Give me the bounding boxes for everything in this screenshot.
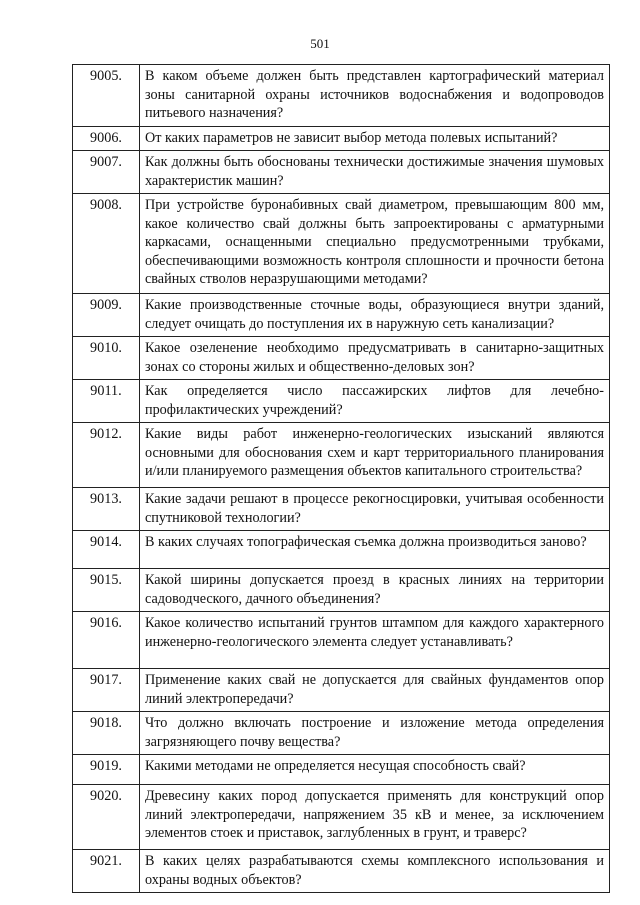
question-text: Древесину каких пород допускается применять для конструкций опор линий электропередачи, напряжением 35 кВ и менее, за исключением элементов стоек и приставок, заглубленных в грунт, и траверс? — [140, 785, 610, 850]
table-row — [73, 380, 610, 423]
table-row — [73, 194, 610, 294]
question-number: 9016. — [73, 612, 140, 669]
question-number: 9007. — [73, 151, 140, 194]
question-text: Какое количество испытаний грунтов штампом для каждого характерного инженерно-геологического элемента следует устанавливать? — [140, 612, 610, 669]
page-number: 501 — [310, 36, 330, 51]
question-number: 9013. — [73, 488, 140, 531]
table-row — [73, 488, 610, 531]
question-text: От каких параметров не зависит выбор метода полевых испытаний? — [140, 126, 610, 151]
table-row — [73, 755, 610, 785]
table-row — [73, 850, 610, 893]
question-number: 9011. — [73, 380, 140, 423]
table-row — [73, 531, 610, 569]
table-row — [73, 337, 610, 380]
table-row — [73, 294, 610, 337]
question-text: Какие задачи решают в процессе рекогносцировки, учитывая особенности спутниковой технологии? — [140, 488, 610, 531]
question-number: 9017. — [73, 669, 140, 712]
question-text: Какими методами не определяется несущая способность свай? — [140, 755, 610, 785]
question-number: 9009. — [73, 294, 140, 337]
table-row — [73, 65, 610, 127]
table-row — [73, 151, 610, 194]
table-row — [73, 669, 610, 712]
question-number: 9005. — [73, 65, 140, 127]
table-row — [73, 569, 610, 612]
question-number: 9012. — [73, 423, 140, 488]
table-row — [73, 126, 610, 151]
question-text: Применение каких свай не допускается для свайных фундаментов опор линий электропередачи? — [140, 669, 610, 712]
table-row — [73, 785, 610, 850]
question-text: В каких целях разрабатываются схемы комплексного использования и охраны водных объектов? — [140, 850, 610, 893]
question-text: Какие производственные сточные воды, образующиеся внутри зданий, следует очищать до поступления их в наружную сеть канализации? — [140, 294, 610, 337]
table-row — [73, 423, 610, 488]
question-number: 9014. — [73, 531, 140, 569]
question-text: Какое озеленение необходимо предусматривать в санитарно-защитных зонах со стороны жилых и общественно-деловых зон? — [140, 337, 610, 380]
question-number: 9008. — [73, 194, 140, 294]
question-number: 9006. — [73, 126, 140, 151]
question-number: 9010. — [73, 337, 140, 380]
table-row — [73, 612, 610, 669]
question-number: 9020. — [73, 785, 140, 850]
question-text: При устройстве буронабивных свай диаметром, превышающим 800 мм, какое количество свай должны быть запроектированы с арматурными каркасами, оснащенными специально предусмотренными трубками, обеспечивающими возможность контроля сплошности и прочности бетона свайных стволов неразрушающими методами? — [140, 194, 610, 294]
question-number: 9019. — [73, 755, 140, 785]
question-text: Как определяется число пассажирских лифтов для лечебно-профилактических учреждений? — [140, 380, 610, 423]
question-number: 9018. — [73, 712, 140, 755]
question-text: Как должны быть обоснованы технически достижимые значения шумовых характеристик машин? — [140, 151, 610, 194]
question-text: В каком объеме должен быть представлен картографический материал зоны санитарной охраны источников водоснабжения и водопроводов питьевого назначения? — [140, 65, 610, 127]
question-text: Какие виды работ инженерно-геологических изысканий являются основными для обоснования схем и карт территориального планирования и/или планируемого размещения объектов капитального строительства? — [140, 423, 610, 488]
question-text: Что должно включать построение и изложение метода определения загрязняющего почву вещества? — [140, 712, 610, 755]
questions-table — [72, 64, 610, 893]
question-number: 9021. — [73, 850, 140, 893]
questions-table-body — [73, 65, 610, 893]
question-text: В каких случаях топографическая съемка должна производиться заново? — [140, 531, 610, 569]
question-number: 9015. — [73, 569, 140, 612]
table-row — [73, 712, 610, 755]
question-text: Какой ширины допускается проезд в красных линиях на территории садоводческого, дачного объединения? — [140, 569, 610, 612]
